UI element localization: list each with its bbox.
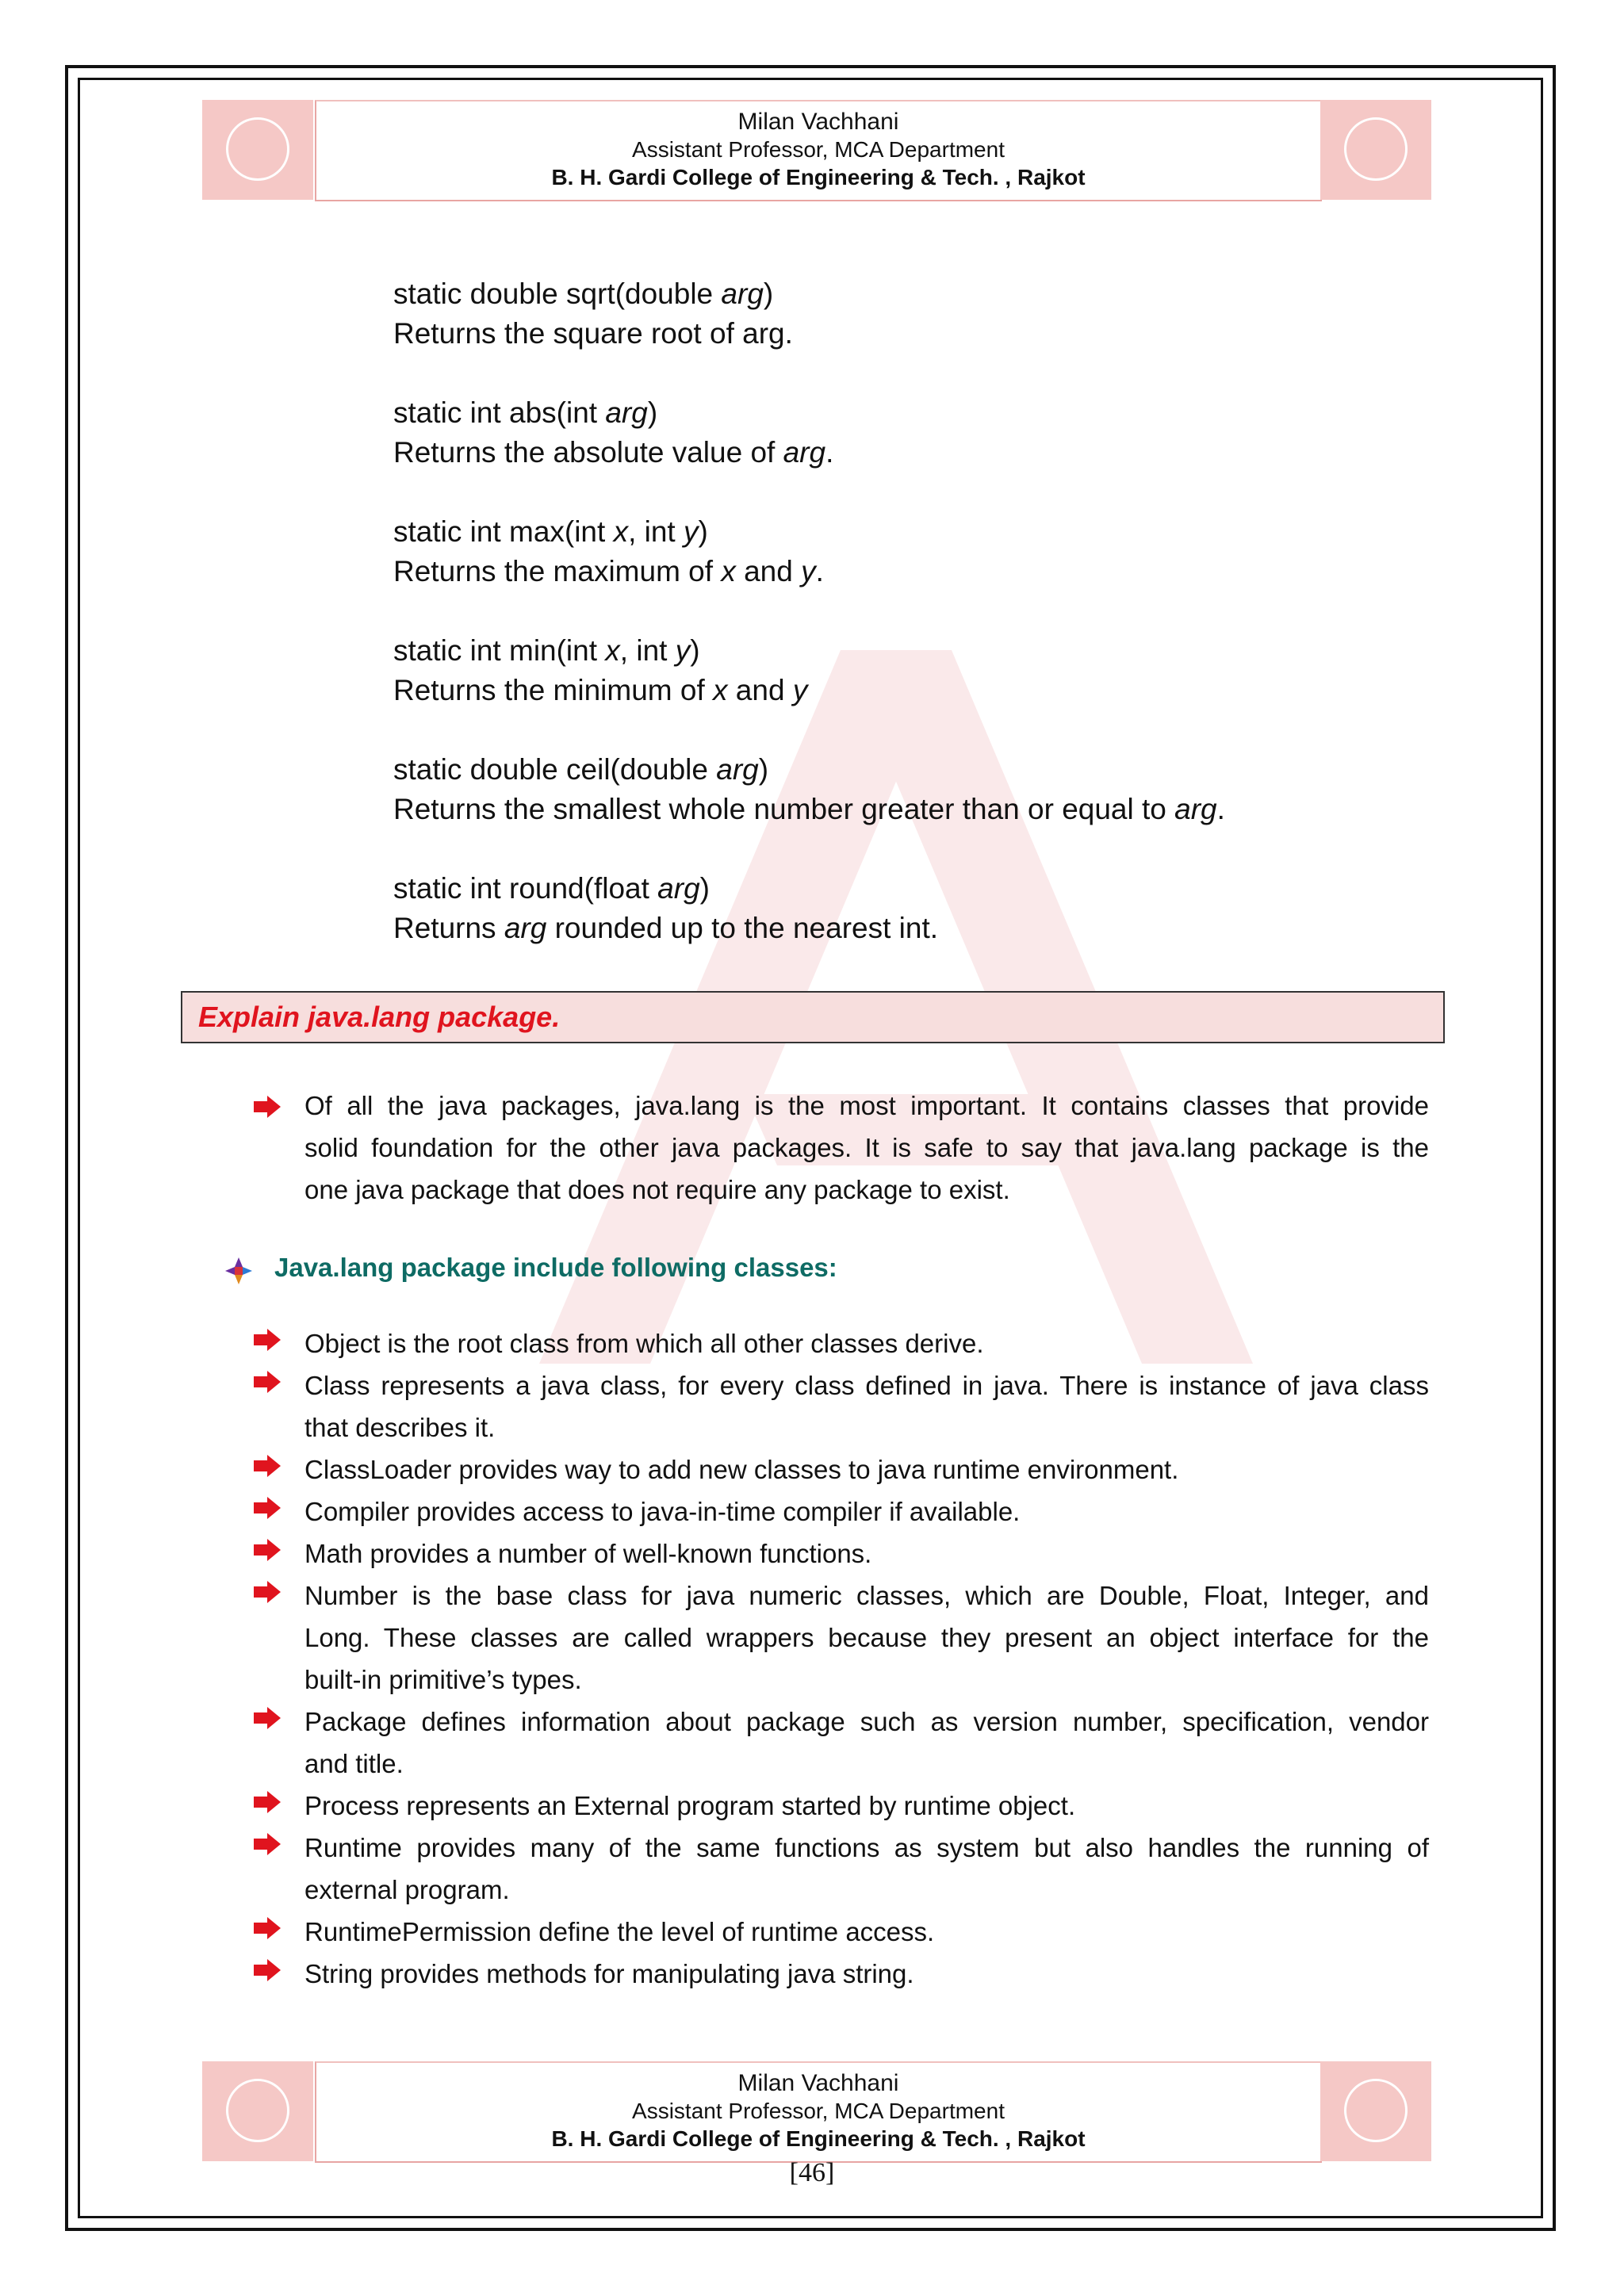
arrow-bullet-icon [254,1959,281,1981]
class-item-math: Math provides a number of well-known functions. [304,1539,872,1568]
arrow-bullet-icon [254,1497,281,1519]
class-item-classloader: ClassLoader provides way to add new classes to java runtime environment. [304,1455,1179,1484]
footer-title: Assistant Professor, MCA Department [632,2099,1005,2123]
page-footer [202,2061,1431,2161]
arrow-bullet-icon [254,1455,281,1477]
class-item-class: Class represents a java class, for every class defined in java. There is instance of java class that describes it. [304,1371,1429,1442]
class-item-package: Package defines information about package such as version number, specification, vendor and title. [304,1707,1429,1778]
page-number: [46] [789,2158,835,2187]
method-max: static int max(int x, int y) Returns the maximum of x and y. [393,515,824,587]
footer-text-box [315,2061,1322,2163]
arrow-bullet-icon [254,1371,281,1393]
arrow-bullet-icon [254,1539,281,1561]
class-item-runtime: Runtime provides many of the same functions as system but also handles the running of external program. [304,1833,1429,1904]
arrow-bullet-icon [254,1833,281,1855]
diamond-bullet-icon [225,1257,252,1284]
class-item-process: Process represents an External program started by runtime object. [304,1791,1076,1820]
class-item-string: String provides methods for manipulating java string. [304,1959,914,1988]
arrow-bullet-icon [254,1329,281,1351]
college-seal-icon [1344,2079,1408,2142]
arrow-bullet-icon [254,1096,281,1118]
class-item-object: Object is the root class from which all other classes derive. [304,1329,984,1358]
college-logo [1320,2061,1431,2161]
method-round: static int round(float arg) Returns arg rounded up to the nearest int. [393,872,939,944]
method-ceil: static double ceil(double arg) Returns the smallest whole number greater than or equal to arg. [393,753,1225,825]
header-college: B. H. Gardi College of Engineering & Tech. , Rajkot [551,165,1086,189]
arrow-bullet-icon [254,1581,281,1603]
arrow-bullet-icon [254,1707,281,1729]
method-abs: static int abs(int arg) Returns the absolute value of arg. [393,396,834,469]
page-header [202,100,1431,200]
header-name: Milan Vachhani [737,109,899,135]
college-seal-icon [226,2079,289,2142]
classes-subheading: Java.lang package include following classes: [274,1253,837,1282]
question-heading: Explain java.lang package. [198,1001,561,1033]
class-item-compiler: Compiler provides access to java-in-time compiler if available. [304,1497,1021,1526]
question-heading-box [181,991,1445,1043]
arrow-bullet-icon [254,1791,281,1813]
header-text-box [315,100,1322,201]
college-logo [1320,100,1431,200]
header-title: Assistant Professor, MCA Department [632,137,1005,162]
arrow-bullet-icon [254,1917,281,1939]
college-seal-icon [226,117,289,181]
college-logo [202,100,313,200]
class-item-runtimepermission: RuntimePermission define the level of runtime access. [304,1917,935,1946]
intro-paragraph: Of all the java packages, java.lang is the most important. It contains classes that provide solid foundation for the other java packages. It is safe to say that java.lang package is the one java package that does not require any package to exist. [304,1091,1429,1204]
method-min: static int min(int x, int y) Returns the minimum of x and y [393,634,808,706]
college-seal-icon [1344,117,1408,181]
footer-college: B. H. Gardi College of Engineering & Tech. , Rajkot [551,2126,1086,2151]
class-item-number: Number is the base class for java numeric classes, which are Double, Float, Integer, and Long. These classes are called wrappers because they present an object interface for the built-in primitive’s types. [304,1581,1429,1694]
footer-name: Milan Vachhani [737,2070,899,2096]
method-sqrt: static double sqrt(double arg) Returns the square root of arg. [393,277,793,350]
college-logo [202,2061,313,2161]
